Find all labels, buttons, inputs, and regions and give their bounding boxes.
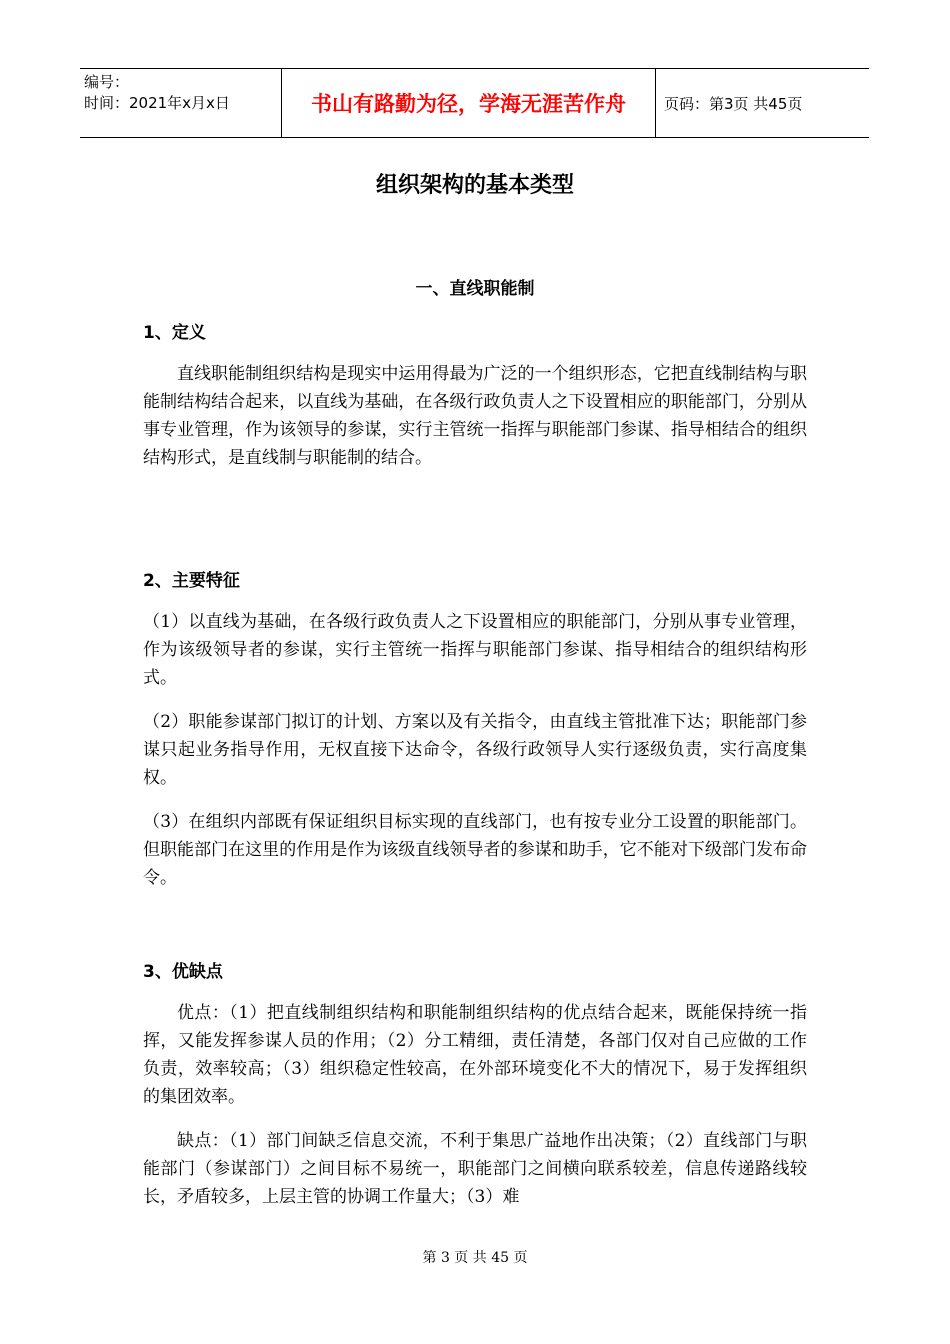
cons-paragraph: 缺点：（1）部门间缺乏信息交流，不利于集思广益地作出决策；（2）直线部门与职能部门（参谋部门）之间目标不易统一，职能部门之间横向联系较差，信息传递路线较长，矛盾较多，上层主管的协调工作量大；（3）难 <box>143 1131 807 1207</box>
header-meta <box>80 69 281 137</box>
document-date: 时间：2021年x月x日 <box>84 94 230 112</box>
pros-cons-heading: 3、优缺点 <box>143 962 223 982</box>
header-motto: 书山有路勤为径，学海无涯苦作舟 <box>281 69 656 137</box>
features-heading: 2、主要特征 <box>143 571 240 591</box>
definition-heading: 1、定义 <box>143 323 206 343</box>
feature-item-2: （2）职能参谋部门拟订的计划、方案以及有关指令，由直线主管批准下达；职能部门参谋只起业务指导作用，无权直接下达命令，各级行政领导人实行逐级负责，实行高度集权。 <box>143 712 807 788</box>
pros-paragraph: 优点：（1）把直线制组织结构和职能制组织结构的优点结合起来，既能保持统一指挥，又能发挥参谋人员的作用；（2）分工精细，责任清楚，各部门仅对自己应做的工作负责，效率较高；（3）组织稳定性较高，在外部环境变化不大的情况下，易于发挥组织的集团效率。 <box>143 1003 807 1107</box>
page-header <box>80 68 869 138</box>
header-page-info: 页码：第3页 共45页 <box>664 94 803 113</box>
document-title: 组织架构的基本类型 <box>375 173 574 198</box>
feature-item-3: （3）在组织内部既有保证组织目标实现的直线部门，也有按专业分工设置的职能部门。但职能部门在这里的作用是作为该级直线领导者的参谋和助手，它不能对下级部门发布命令。 <box>143 812 807 888</box>
feature-item-1: （1）以直线为基础，在各级行政负责人之下设置相应的职能部门，分别从事专业管理，作为该级领导者的参谋，实行主管统一指挥与职能部门参谋、指导相结合的组织结构形式。 <box>143 612 807 688</box>
document-number: 编号： <box>84 73 130 91</box>
definition-paragraph: 直线职能制组织结构是现实中运用得最为广泛的一个组织形态，它把直线制结构与职能制结构结合起来，以直线为基础，在各级行政负责人之下设置相应的职能部门，分别从事专业管理，作为该领导的参谋，实行主管统一指挥与职能部门参谋、指导相结合的组织结构形式，是直线制与职能制的结合。 <box>143 364 807 468</box>
page-footer: 第 3 页 共 45 页 <box>422 1250 528 1266</box>
section-heading: 一、直线职能制 <box>415 279 535 299</box>
